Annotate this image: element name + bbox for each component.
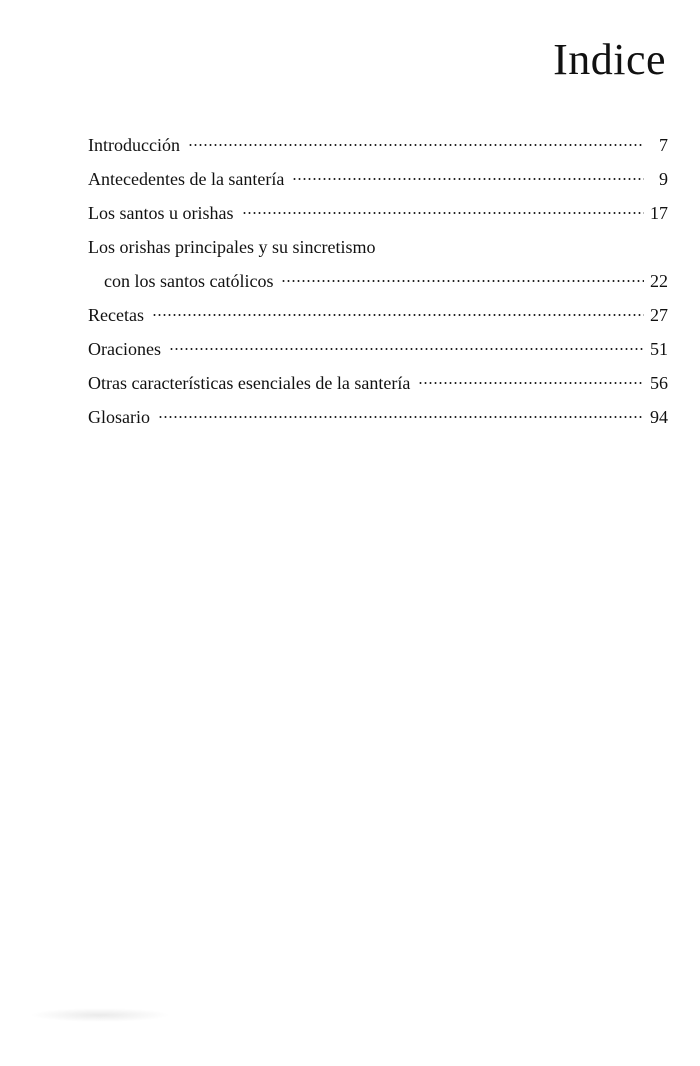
dot-leader <box>292 177 644 181</box>
toc-entry-antecedentes <box>88 162 668 196</box>
toc-entry-label: Los orishas principales y su sincretismo <box>88 237 376 257</box>
dot-leader <box>188 143 644 147</box>
dot-leader <box>158 415 644 419</box>
toc-entry-label: Otras características esenciales de la santería <box>88 373 411 393</box>
toc-entry-page: 56 <box>650 373 668 393</box>
toc-entry-page: 51 <box>650 339 668 359</box>
toc-entry-label: Recetas <box>88 305 144 325</box>
toc-entry-otras-caracteristicas <box>88 366 668 400</box>
toc-entry-page: 17 <box>650 203 668 223</box>
dot-leader <box>152 313 644 317</box>
dot-leader <box>242 211 645 215</box>
toc-entry-recetas <box>88 298 668 332</box>
toc-entry-santos-orishas <box>88 196 668 230</box>
toc-entry-label: con los santos católicos <box>104 271 274 291</box>
toc-entry-page: 27 <box>650 305 668 325</box>
table-of-contents <box>88 128 668 434</box>
toc-entry-glosario <box>88 400 668 434</box>
page-smudge <box>30 1008 170 1022</box>
toc-entry-oraciones <box>88 332 668 366</box>
toc-entry-orishas-principales-line1 <box>88 230 668 264</box>
page-title: Indice <box>553 35 666 84</box>
toc-entry-page: 94 <box>650 407 668 427</box>
toc-entry-introduccion <box>88 128 668 162</box>
toc-entry-label: Glosario <box>88 407 150 427</box>
dot-leader <box>169 347 644 351</box>
toc-entry-page: 22 <box>650 271 668 291</box>
toc-entry-page: 9 <box>659 169 668 189</box>
toc-entry-label: Los santos u orishas <box>88 203 234 223</box>
toc-entry-orishas-principales-line2 <box>88 264 668 298</box>
dot-leader <box>281 279 644 283</box>
toc-entry-label: Antecedentes de la santería <box>88 169 285 189</box>
toc-entry-page: 7 <box>659 135 668 155</box>
toc-entry-label: Oraciones <box>88 339 161 359</box>
dot-leader <box>418 381 644 385</box>
toc-entry-label: Introducción <box>88 135 180 155</box>
